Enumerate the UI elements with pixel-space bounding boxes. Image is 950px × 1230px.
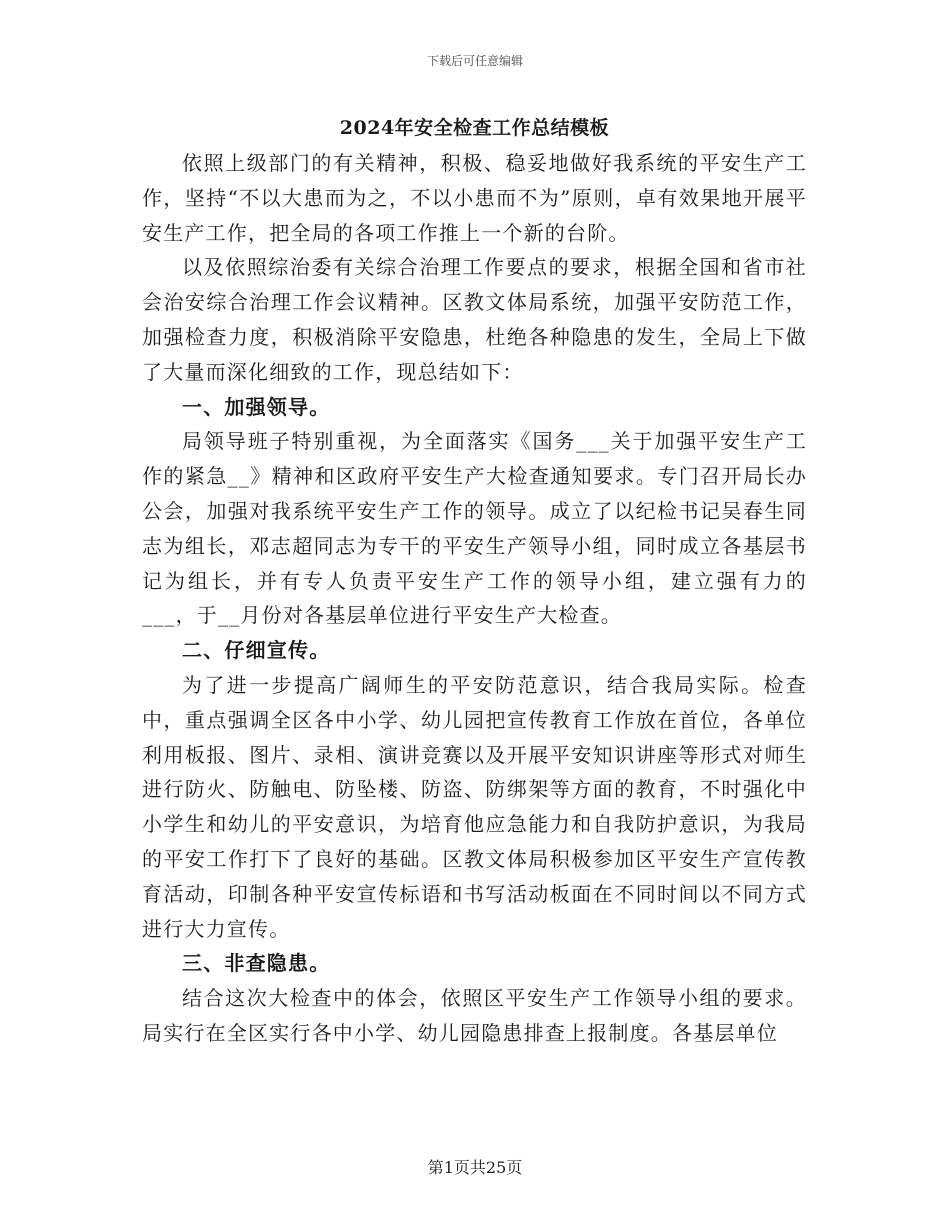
section-heading-leadership: 一、加强领导。: [182, 394, 331, 419]
page-number: 第1页共25页: [427, 1158, 523, 1177]
paragraph-intro: 依照上级部门的有关精神，积极、稳妥地做好我系统的平安生产工作，坚持“不以大患而为之，不以小患而不为”原则，卓有效果地开展平安生产工作，把全局的各项工作推上一个新的台阶。: [142, 151, 807, 245]
header-note: 下载后可任意编辑: [426, 54, 523, 68]
paragraph-context: 以及依照综治委有关综合治理工作要点的要求，根据全国和省市社会治安综合治理工作会议精神。区教文体局系统，加强平安防范工作，加强检查力度，积极消除平安隐患，杜绝各种隐患的发生，全局上下做了大量而深化细致的工作，现总结如下：: [142, 255, 807, 384]
document-body: [142, 112, 807, 1051]
section-heading-publicity: 二、仔细宣传。: [182, 638, 331, 663]
paragraph-leadership: 局领导班子特别重视，为全面落实《国务___关于加强平安生产工作的紧急__》精神和区政府平安生产大检查通知要求。专门召开局长办公会，加强对我系统平安生产工作的领导。成立了以纪检书记吴春生同志为组长，邓志超同志为专干的平安生产领导小组，同时成立各基层书记为组长，并有专人负责平安生产工作的领导小组，建立强有力的___，于__月份对各基层单位进行平安生产大检查。: [142, 429, 807, 628]
paragraph-publicity: 为了进一步提高广阔师生的平安防范意识，结合我局实际。检查中，重点强调全区各中小学、幼儿园把宣传教育工作放在首位，各单位利用板报、图片、录相、演讲竞赛以及开展平安知识讲座等形式对师生进行防火、防触电、防坠楼、防盗、防绑架等方面的教育，不时强化中小学生和幼儿的平安意识，为培育他应急能力和自我防护意识，为我局的平安工作打下了良好的基础。区教文体局积极参加区平安生产宣传教育活动，印制各种平安宣传标语和书写活动板面在不同时间以不同方式进行大力宣传。: [142, 672, 807, 941]
section-heading-hazards: 三、非查隐患。: [182, 951, 331, 976]
paragraph-hazards: 结合这次大检查中的体会，依照区平安生产工作领导小组的要求。局实行在全区实行各中小学、幼儿园隐患排查上报制度。各基层单位: [142, 986, 807, 1045]
document-title: 2024年安全检查工作总结模板: [339, 117, 610, 139]
